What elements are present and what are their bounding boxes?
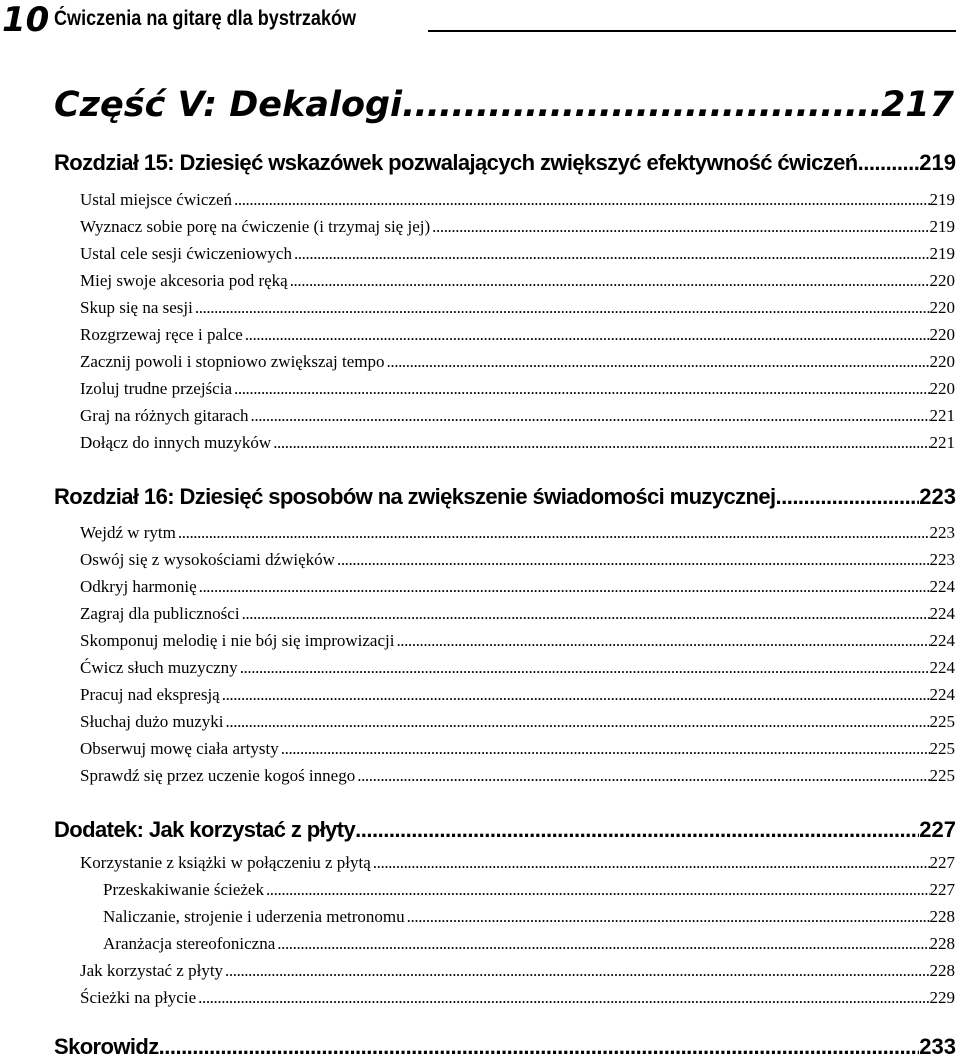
dot-leader (373, 853, 930, 873)
toc-subsection[interactable] (103, 934, 955, 954)
section-page: 219 (929, 190, 955, 209)
toc-section[interactable] (80, 577, 955, 597)
section-title: Rozgrzewaj ręce i palce (80, 325, 243, 344)
toc-subsection[interactable] (103, 907, 955, 927)
dot-leader (159, 1034, 920, 1060)
part-page: 217 (880, 85, 954, 125)
toc-section[interactable] (80, 658, 955, 678)
dot-leader (234, 379, 930, 399)
toc-chapter-15[interactable] (54, 150, 956, 176)
section-title: Zacznij powoli i stopniowo zwiększaj tempo (80, 352, 385, 371)
section-title: Oswój się z wysokościami dźwięków (80, 550, 335, 569)
section-title: Przeskakiwanie ścieżek (103, 880, 264, 899)
chapter-title: Rozdział 16: Dziesięć sposobów na zwiększenie świadomości muzycznej (54, 484, 776, 509)
dot-leader (355, 817, 919, 843)
toc-part-5[interactable] (54, 85, 954, 125)
chapter-title: Rozdział 15: Dziesięć wskazówek pozwalających zwiększyć efektywność ćwiczeń (54, 150, 858, 175)
section-title: Korzystanie z książki w połączeniu z płytą (80, 853, 371, 872)
dot-leader (396, 631, 929, 651)
section-page: 219 (929, 217, 955, 236)
toc-section[interactable] (80, 325, 955, 345)
section-page: 229 (929, 988, 955, 1007)
dot-leader (242, 604, 930, 624)
appendix-page: 227 (919, 817, 956, 842)
section-title: Izoluj trudne przejścia (80, 379, 232, 398)
dot-leader (273, 433, 929, 453)
toc-section[interactable] (80, 406, 955, 426)
toc-section[interactable] (80, 190, 955, 210)
chapter-page: 223 (919, 484, 956, 509)
dot-leader (337, 550, 930, 570)
appendix-title: Dodatek: Jak korzystać z płyty (54, 817, 356, 842)
toc-section[interactable] (80, 298, 955, 318)
section-title: Obserwuj mowę ciała artysty (80, 739, 279, 758)
running-header (0, 0, 960, 40)
toc-section[interactable] (80, 712, 955, 732)
book-title: Ćwiczenia na gitarę dla bystrzaków (54, 7, 357, 30)
header-rule (428, 30, 956, 32)
dot-leader (240, 658, 930, 678)
section-page: 228 (929, 907, 955, 926)
section-title: Odkryj harmonię (80, 577, 197, 596)
toc-subsection[interactable] (103, 880, 955, 900)
dot-leader (178, 523, 930, 543)
section-title: Zagraj dla publiczności (80, 604, 240, 623)
toc-section[interactable] (80, 217, 955, 237)
section-title: Ustal miejsce ćwiczeń (80, 190, 232, 209)
dot-leader (225, 961, 929, 981)
dot-leader (251, 406, 930, 426)
section-title: Wejdź w rytm (80, 523, 176, 542)
section-page: 224 (929, 685, 955, 704)
part-title: Część V: Dekalogi (54, 85, 403, 125)
dot-leader (234, 190, 930, 210)
section-title: Wyznacz sobie porę na ćwiczenie (i trzymaj się jej) (80, 217, 431, 236)
section-title: Ćwicz słuch muzyczny (80, 658, 238, 677)
section-page: 220 (929, 352, 955, 371)
section-page: 219 (929, 244, 955, 263)
dot-leader (277, 934, 929, 954)
section-page: 221 (929, 433, 955, 452)
section-page: 224 (929, 604, 955, 623)
section-page: 227 (929, 853, 955, 872)
section-title: Aranżacja stereofoniczna (103, 934, 276, 953)
toc-section[interactable] (80, 271, 955, 291)
section-page: 220 (929, 325, 955, 344)
section-page: 228 (929, 934, 955, 953)
section-page: 220 (929, 298, 955, 317)
section-page: 227 (929, 880, 955, 899)
toc-section[interactable] (80, 379, 955, 399)
toc-section[interactable] (80, 433, 955, 453)
page-number: 10 (2, 0, 50, 40)
toc-section[interactable] (80, 739, 955, 759)
section-page: 221 (929, 406, 955, 425)
toc-section[interactable] (80, 523, 955, 543)
toc-section[interactable] (80, 550, 955, 570)
section-page: 220 (929, 379, 955, 398)
section-title: Dołącz do innych muzyków (80, 433, 272, 452)
toc-index[interactable] (54, 1034, 956, 1060)
section-page: 223 (929, 550, 955, 569)
section-title: Graj na różnych gitarach (80, 406, 249, 425)
index-page: 233 (919, 1034, 956, 1059)
toc-section[interactable] (80, 631, 955, 651)
dot-leader (407, 907, 930, 927)
section-title: Naliczanie, strojenie i uderzenia metronomu (103, 907, 405, 926)
dot-leader (858, 150, 920, 176)
section-title: Skomponuj melodię i nie bój się improwizacji (80, 631, 395, 650)
section-page: 225 (929, 766, 955, 785)
dot-leader (198, 988, 929, 1008)
section-title: Miej swoje akcesoria pod ręką (80, 271, 288, 290)
dot-leader (266, 880, 930, 900)
index-title: Skorowidz (54, 1034, 159, 1059)
dot-leader (222, 685, 930, 705)
section-title: Ścieżki na płycie (80, 988, 197, 1007)
dot-leader (281, 739, 930, 759)
toc-chapter-16[interactable] (54, 484, 956, 510)
toc-section[interactable] (80, 352, 955, 372)
dot-leader (245, 325, 930, 345)
section-title: Skup się na sesji (80, 298, 193, 317)
dot-leader (432, 217, 929, 237)
toc-section[interactable] (80, 604, 955, 624)
section-page: 223 (929, 523, 955, 542)
toc-section[interactable] (80, 685, 955, 705)
dot-leader (775, 484, 919, 510)
dot-leader (199, 577, 930, 597)
section-page: 228 (929, 961, 955, 980)
section-page: 225 (929, 712, 955, 731)
section-title: Ustal cele sesji ćwiczeniowych (80, 244, 292, 263)
section-page: 224 (929, 577, 955, 596)
dot-leader (402, 85, 881, 125)
dot-leader (294, 244, 930, 264)
dot-leader (357, 766, 929, 786)
toc-section[interactable] (80, 853, 955, 873)
section-page: 224 (929, 658, 955, 677)
dot-leader (195, 298, 930, 318)
section-title: Pracuj nad ekspresją (80, 685, 220, 704)
toc-section[interactable] (80, 961, 955, 981)
section-title: Jak korzystać z płyty (80, 961, 224, 980)
section-title: Słuchaj dużo muzyki (80, 712, 224, 731)
section-title: Sprawdź się przez uczenie kogoś innego (80, 766, 356, 785)
section-page: 220 (929, 271, 955, 290)
dot-leader (290, 271, 930, 291)
toc-section[interactable] (80, 766, 955, 786)
dot-leader (226, 712, 930, 732)
toc-appendix[interactable] (54, 817, 956, 843)
chapter-page: 219 (919, 150, 956, 175)
toc-section[interactable] (80, 988, 955, 1008)
section-page: 225 (929, 739, 955, 758)
section-page: 224 (929, 631, 955, 650)
dot-leader (387, 352, 930, 372)
toc-section[interactable] (80, 244, 955, 264)
